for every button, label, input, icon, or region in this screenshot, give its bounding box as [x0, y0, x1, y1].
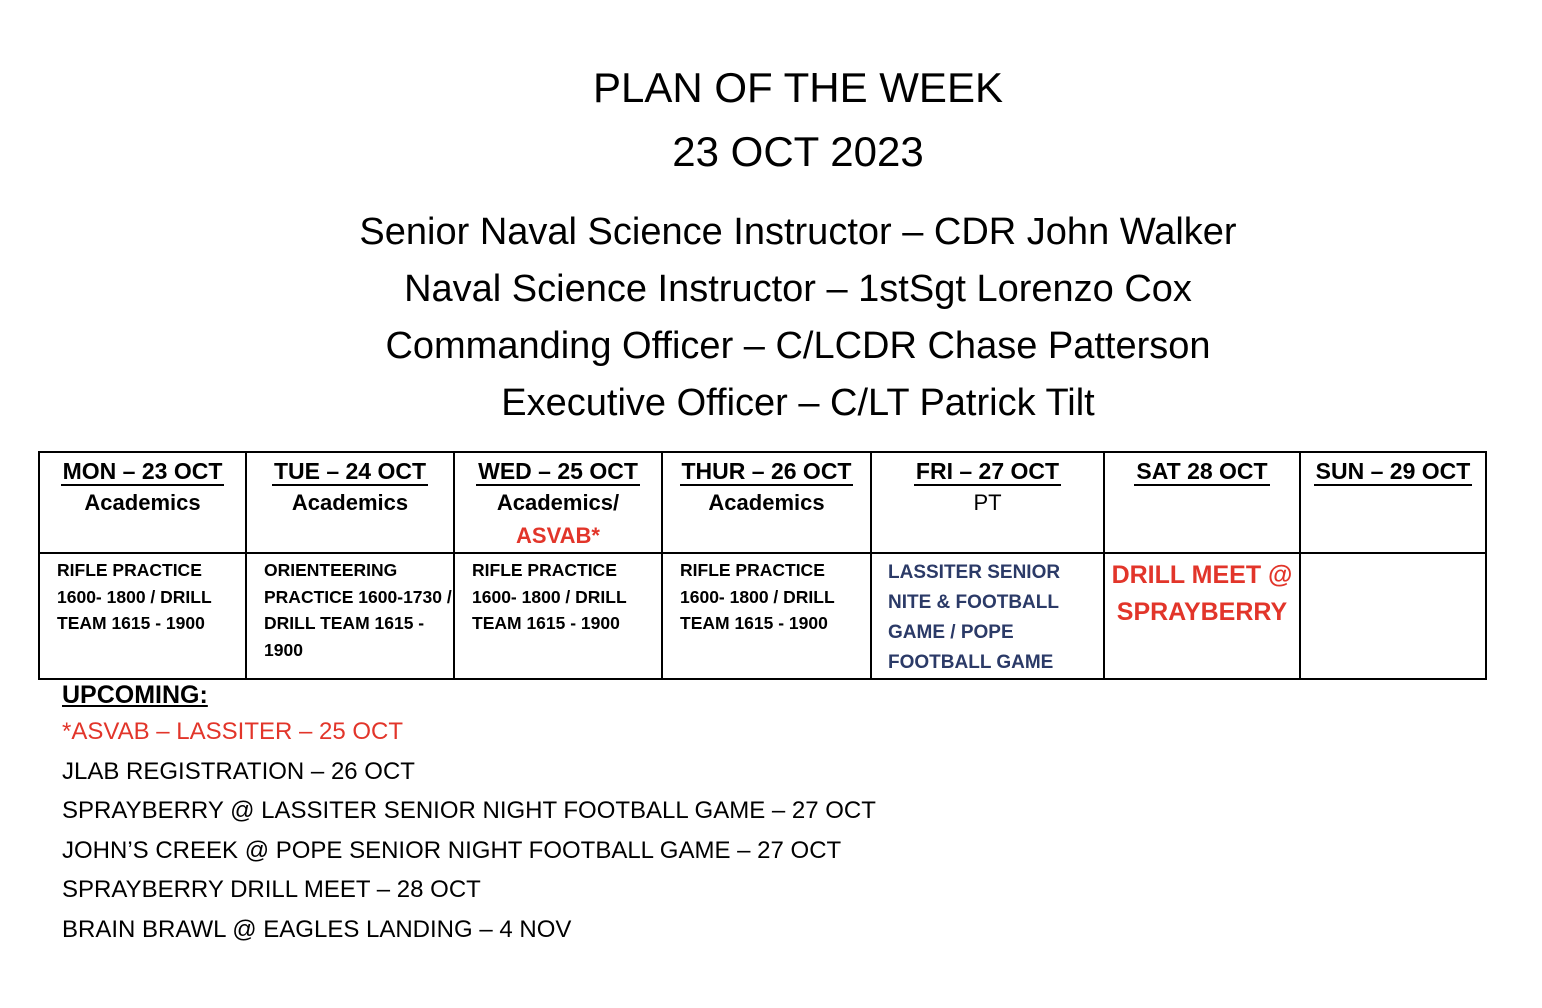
activity-label: Academics — [708, 490, 825, 515]
day-header-cell — [39, 452, 246, 486]
event-text: DRILL MEET @ SPRAYBERRY — [1111, 561, 1293, 626]
day-header-cell — [871, 452, 1104, 486]
event-text: RIFLE PRACTICE 1600- 1800 / DRILL TEAM 1615 - 1900 — [472, 560, 627, 633]
events-cell — [662, 553, 871, 679]
activity-cell — [246, 486, 454, 553]
upcoming-section — [62, 678, 876, 950]
events-cell — [454, 553, 662, 679]
day-header-cell — [246, 452, 454, 486]
events-cell — [39, 553, 246, 679]
activity-cell — [871, 486, 1104, 553]
page-date: 23 OCT 2023 — [672, 128, 924, 175]
day-header-cell — [454, 452, 662, 486]
staff-executive-officer: Executive Officer – C/LT Patrick Tilt — [501, 382, 1095, 424]
events-cell — [1104, 553, 1300, 679]
upcoming-item: JLAB REGISTRATION – 26 OCT — [62, 757, 415, 785]
activity-label: Academics — [291, 490, 409, 515]
day-header-cell — [662, 452, 871, 486]
schedule-header-row — [39, 452, 1486, 486]
event-text: ORIENTEERING PRACTICE 1600-1730 / DRILL TEAM 1615 - 1900 — [264, 560, 452, 660]
activity-cell — [39, 486, 246, 553]
day-header-cell — [1300, 452, 1486, 486]
activity-cell — [662, 486, 871, 553]
activity-asvab-label: ASVAB* — [516, 523, 600, 548]
event-text — [1301, 554, 1485, 557]
day-header: SUN – 29 OCT — [1315, 458, 1471, 484]
staff-commanding-officer: Commanding Officer – C/LCDR Chase Patterson — [385, 325, 1211, 367]
staff-list — [0, 204, 1542, 432]
activity-cell — [454, 486, 662, 553]
events-cell — [1300, 553, 1486, 679]
page-title: PLAN OF THE WEEK — [593, 64, 1003, 111]
schedule-events-row — [39, 553, 1486, 679]
event-text: RIFLE PRACTICE 1600- 1800 / DRILL TEAM 1615 - 1900 — [57, 560, 212, 633]
schedule-activity-row — [39, 486, 1486, 553]
event-text: LASSITER SENIOR NITE & FOOTBALL GAME / POPE FOOTBALL GAME — [888, 562, 1061, 673]
events-cell — [871, 553, 1104, 679]
upcoming-item: SPRAYBERRY @ LASSITER SENIOR NIGHT FOOTBALL GAME – 27 OCT — [62, 797, 876, 825]
upcoming-item: *ASVAB – LASSITER – 25 OCT — [62, 718, 404, 745]
activity-cell — [1104, 486, 1300, 553]
title-block — [0, 56, 1542, 184]
upcoming-item: JOHN’S CREEK @ POPE SENIOR NIGHT FOOTBALL GAME – 27 OCT — [62, 836, 842, 864]
activity-label: Academics — [84, 490, 201, 515]
staff-instructor: Naval Science Instructor – 1stSgt Lorenzo Cox — [404, 268, 1192, 310]
activity-cell — [1300, 486, 1486, 553]
events-cell — [246, 553, 454, 679]
weekly-schedule-table — [38, 451, 1487, 680]
upcoming-item: BRAIN BRAWL @ EAGLES LANDING – 4 NOV — [62, 915, 572, 943]
activity-label: Academics/ — [496, 490, 620, 515]
upcoming-item: SPRAYBERRY DRILL MEET – 28 OCT — [62, 876, 481, 904]
day-header: SAT 28 OCT — [1136, 458, 1268, 484]
day-header: TUE – 24 OCT — [273, 458, 427, 484]
activity-label: PT — [973, 490, 1002, 515]
staff-senior-instructor: Senior Naval Science Instructor – CDR John Walker — [359, 211, 1237, 253]
event-text: RIFLE PRACTICE 1600- 1800 / DRILL TEAM 1615 - 1900 — [680, 560, 835, 633]
day-header-cell — [1104, 452, 1300, 486]
day-header: FRI – 27 OCT — [915, 458, 1060, 484]
upcoming-heading: UPCOMING: — [62, 681, 208, 709]
day-header: THUR – 26 OCT — [681, 458, 852, 484]
day-header: MON – 23 OCT — [62, 458, 223, 484]
day-header: WED – 25 OCT — [478, 458, 638, 484]
